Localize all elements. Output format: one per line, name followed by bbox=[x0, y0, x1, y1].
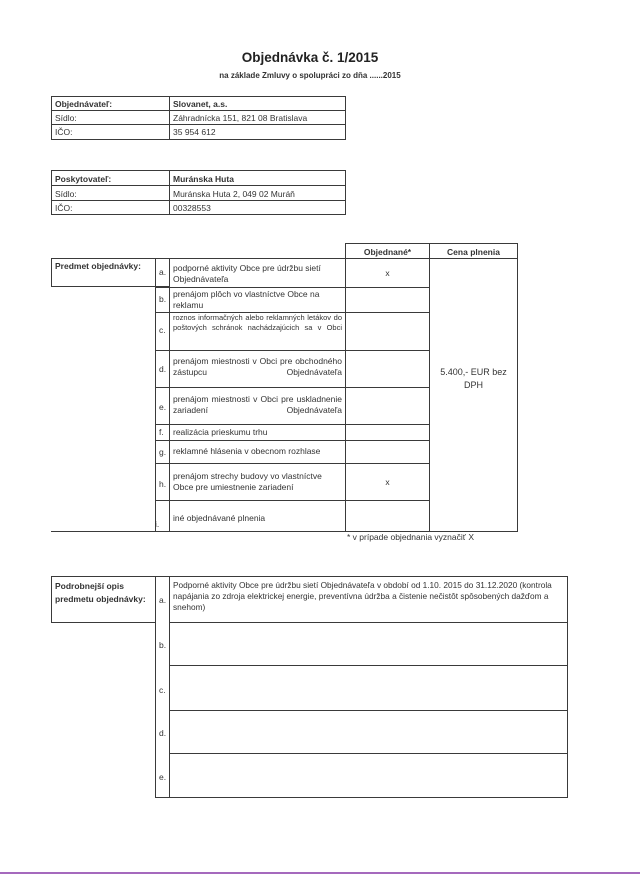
scan-edge-line bbox=[0, 872, 640, 874]
subject-text-c: roznos informačných alebo reklamných letákov do poštových schránok nachádzajúcich sa v Obci bbox=[173, 313, 342, 332]
subject-letter-h: h. bbox=[159, 479, 167, 489]
subject-text-b: prenájom plôch vo vlastníctve Obce na reklamu bbox=[173, 289, 320, 310]
subject-letter-i: i. bbox=[155, 519, 160, 529]
provider-label: Poskytovateľ: bbox=[55, 174, 112, 184]
subject-letter-d: d. bbox=[159, 364, 167, 374]
ordering-party-seat-label: Sídlo: bbox=[55, 113, 77, 123]
detail-text-a: Podporné aktivity Obce pre údržbu sietí Objednávateľa v období od 1.10. 2015 do 31.12.2020 (kontrola napájania zo zdroja elektrickej energie, preventívna údržba a čistenie nečistôt spôsobených dažďom a snehom) bbox=[173, 580, 552, 612]
subject-letter-a: a. bbox=[159, 267, 167, 277]
ordering-party-id: 35 954 612 bbox=[173, 127, 216, 137]
footnote: * v prípade objednania vyznačiť X bbox=[347, 532, 474, 542]
subject-letter-f: f. bbox=[159, 427, 164, 437]
detail-letter-c: c. bbox=[159, 685, 166, 695]
detail-row-header: Podrobnejší opis predmetu objednávky: bbox=[55, 581, 146, 604]
provider-seat: Muránska Huta 2, 049 02 Muráň bbox=[173, 189, 295, 199]
subject-mark-a: x bbox=[385, 268, 390, 278]
column-header-ordered: Objednané* bbox=[363, 247, 412, 257]
subject-text-f: realizácia prieskumu trhu bbox=[173, 427, 268, 437]
detail-letter-b: b. bbox=[159, 640, 167, 650]
provider-id: 00328553 bbox=[173, 203, 211, 213]
detail-letter-d: d. bbox=[159, 728, 167, 738]
detail-letter-e: e. bbox=[159, 772, 167, 782]
price-value: 5.400,- EUR bez DPH bbox=[440, 367, 507, 390]
subject-letter-g: g. bbox=[159, 447, 167, 457]
ordering-party-seat: Záhradnícka 151, 821 08 Bratislava bbox=[173, 113, 308, 123]
column-header-price: Cena plnenia bbox=[447, 247, 500, 257]
ordering-party-id-label: IČO: bbox=[55, 127, 73, 137]
subject-text-d: prenájom miestnosti v Obci pre obchodného zástupcu Objednávateľa bbox=[173, 356, 342, 377]
subject-letter-c: c. bbox=[159, 325, 166, 335]
subject-text-h: prenájom strechy budovy vo vlastníctve Obce pre umiestnenie zariadení bbox=[173, 471, 322, 492]
detail-letter-a: a. bbox=[159, 595, 167, 605]
subject-text-g: reklamné hlásenia v obecnom rozhlase bbox=[173, 446, 321, 456]
subject-row-header: Predmet objednávky: bbox=[55, 261, 141, 271]
provider-seat-label: Sídlo: bbox=[55, 189, 77, 199]
page-subtitle: na základe Zmluvy o spolupráci zo dňa ......2015 bbox=[219, 71, 401, 80]
subject-text-i: iné objednávané plnenia bbox=[173, 513, 266, 523]
page-title: Objednávka č. 1/2015 bbox=[241, 50, 379, 65]
subject-letter-b: b. bbox=[159, 294, 167, 304]
provider-name: Muránska Huta bbox=[173, 174, 234, 184]
ordering-party-label: Objednávateľ: bbox=[55, 99, 113, 109]
subject-letter-e: e. bbox=[159, 402, 167, 412]
subject-text-e: prenájom miestnosti v Obci pre uskladnenie zariadení Objednávateľa bbox=[173, 394, 342, 415]
subject-mark-h: x bbox=[385, 477, 390, 487]
subject-text-a: podporné aktivity Obce pre údržbu sietí Objednávateľa bbox=[173, 263, 321, 284]
ordering-party-name: Slovanet, a.s. bbox=[173, 99, 228, 109]
provider-id-label: IČO: bbox=[55, 203, 73, 213]
